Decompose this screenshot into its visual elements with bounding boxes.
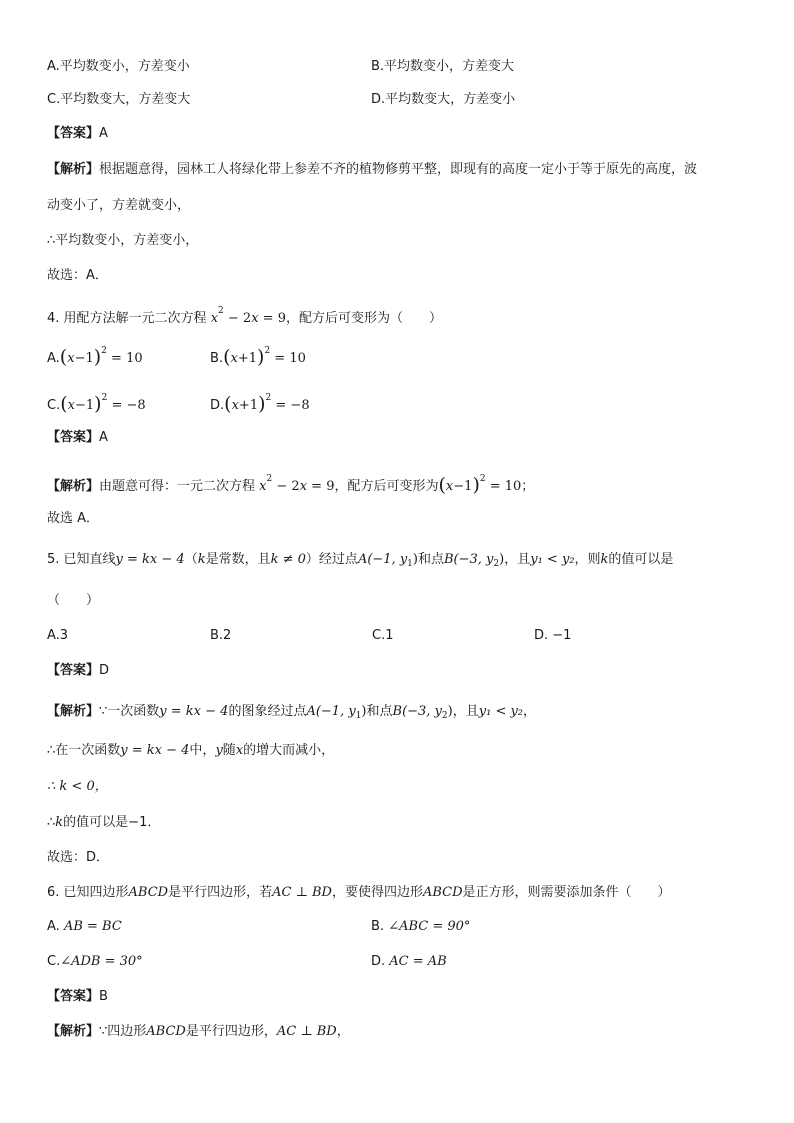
answer-tag: 【答案】	[47, 430, 100, 445]
analysis-text: 根据题意得，园林工人将绿化带上参差不齐的植物修剪平整，即现有的高度一定小于等于原先的高度，波	[99, 162, 698, 177]
q6-option-d: D. AC = AB	[371, 954, 447, 969]
q6-option-b: B. ∠ABC = 90°	[371, 919, 471, 934]
q4-equation: $x^2 - 2x = 9$	[210, 306, 286, 326]
q6-stem: 6. 已知四边形ABCD是平行四边形，若AC ⊥ BD，要使得四边形ABCD是正方形，则需要添加条件（ ）	[47, 885, 671, 900]
q5-point-b: B(−3, $y_2$)	[444, 552, 505, 569]
q3-choose: 故选：A．	[47, 268, 108, 283]
q5-option-c: C.1	[372, 628, 394, 643]
q6-option-a: A. AB = BC	[47, 919, 122, 934]
q4-stem	[47, 301, 442, 329]
q4-stem-tail: ，配方后可变形为（ ）	[285, 311, 442, 326]
q4-option-c: $C.(x-1)^2 = -8$	[47, 393, 146, 415]
q4-choose: 故选 A．	[47, 511, 100, 526]
q3-option-d: D.平均数变大，方差变小	[371, 92, 516, 107]
q5-analysis-line-4: ∴k的值可以是−1．	[47, 815, 161, 830]
q5-choose: 故选：D．	[47, 850, 110, 865]
q5-line-equation: y = kx − 4	[115, 552, 185, 567]
q5-option-d: D. −1	[534, 628, 572, 643]
q5-blank: （ ）	[47, 593, 100, 608]
answer-value: A	[99, 126, 108, 141]
q5-option-a: A.3	[47, 628, 69, 643]
analysis-tag: 【解析】	[47, 704, 100, 719]
q3-option-a: A.平均数变小，方差变小	[47, 59, 190, 74]
q5-analysis-line-1: 【解析】∵一次函数y = kx − 4的图象经过点A(−1, $y_1$)和点B(−3, $y_2$)，且y₁ < y₂，	[47, 704, 537, 721]
q5-inequality: y₁ < y₂	[530, 552, 575, 567]
answer-tag: 【答案】	[47, 663, 100, 678]
q5-stem: 5. 已知直线y = kx − 4（k是常数，且k ≠ 0）经过点A(−1, $y_1$)和点B(−3, $y_2$)，且y₁ < y₂，则k的值可以是	[47, 552, 674, 569]
q5-analysis-line-2: ∴在一次函数y = kx − 4中，y随x的增大而减小，	[47, 743, 335, 758]
answer-tag: 【答案】	[47, 126, 100, 141]
analysis-tag: 【解析】	[47, 1024, 100, 1039]
q6-analysis-line-1: 【解析】∵四边形ABCD是平行四边形，AC ⊥ BD，	[47, 1024, 350, 1039]
q5-option-b: B.2	[210, 628, 232, 643]
q3-analysis-line-3: ∴平均数变小，方差变小，	[47, 233, 199, 248]
answer-tag: 【答案】	[47, 989, 100, 1004]
answer-value: A	[99, 430, 108, 445]
analysis-tag: 【解析】	[47, 162, 100, 177]
q4-stem-text: 4. 用配方法解一元二次方程	[47, 311, 207, 326]
q3-analysis-line-2: 动变小了，方差就变小，	[47, 198, 191, 213]
answer-value: D	[99, 663, 110, 678]
q4-option-b: $B.(x+1)^2 = 10$	[210, 346, 306, 368]
q4-option-a: $A.(x-1)^2 = 10$	[47, 346, 143, 368]
q4-analysis: 【解析】由题意可得：一元二次方程 $x^2 - 2x = 9$，配方后可变形为$(x-1)^2 = 10$；	[47, 474, 535, 496]
q5-analysis-line-3: ∴ k < 0，	[47, 779, 108, 794]
q6-answer	[47, 987, 108, 1007]
q4-answer	[47, 428, 108, 448]
q3-answer	[47, 124, 108, 144]
q3-option-b: B.平均数变小，方差变大	[371, 59, 515, 74]
q6-option-c: C.∠ADB = 30°	[47, 954, 143, 969]
q3-analysis-line-1	[47, 160, 697, 180]
q3-option-c: C.平均数变大，方差变大	[47, 92, 191, 107]
q5-point-a: A(−1, $y_1$)	[357, 552, 418, 569]
answer-value: B	[99, 989, 108, 1004]
q4-option-d: $D.(x+1)^2 = -8$	[210, 393, 310, 415]
analysis-tag: 【解析】	[47, 479, 100, 494]
q5-answer	[47, 661, 109, 681]
